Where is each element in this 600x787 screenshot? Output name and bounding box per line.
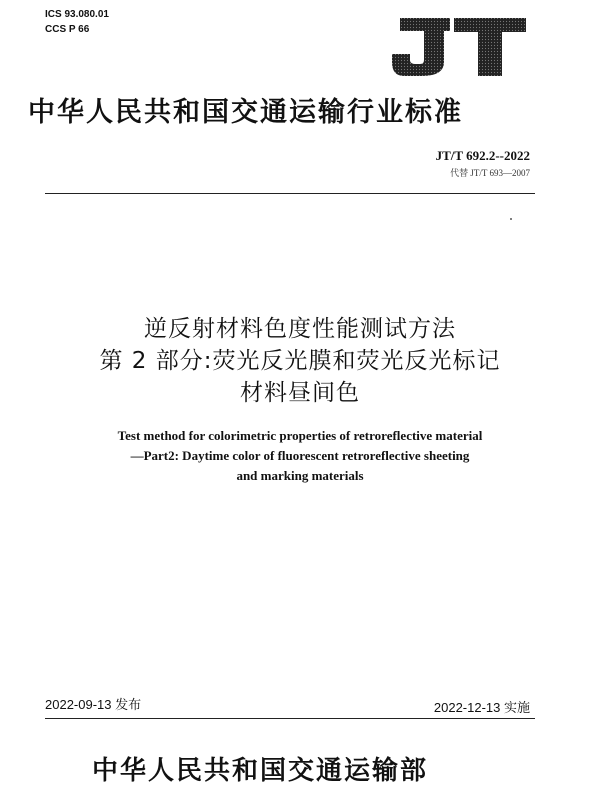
jt-logo [382,14,532,78]
title-cn-line-3: 材料昼间色 [240,380,360,406]
issuing-authority: 中华人民共和国交通运输部 [92,756,429,786]
footer-divider [45,718,535,719]
title-en-line-1: Test method for colorimetric properties of retroreflective material [117,428,483,443]
issue-date: 2022-09-13 发布 [45,697,142,712]
title-en-line-3: and marking materials [236,468,364,483]
standard-code: JT/T 692.2--2022 [435,148,530,163]
ccs-code: CCS P 66 [45,24,90,35]
logo-letter-t [454,18,526,76]
organization-title: 中华人民共和国交通运输行业标准 [28,97,463,128]
effective-date: 2022-12-13 实施 [433,700,530,715]
title-en-line-2: —Part2: Daytime color of fluorescent retroreflective sheeting [130,448,470,463]
scan-speck [510,218,512,220]
title-cn-line-1: 逆反射材料色度性能测试方法 [144,316,456,342]
ics-code: ICS 93.080.01 [45,9,109,20]
title-cn-line-2: 第 2 部分:荧光反光膜和荧光反光标记 [99,348,501,374]
header-divider [45,193,535,194]
replaces-note: 代替 JT/T 693—2007 [450,168,530,178]
logo-letter-j [392,18,450,76]
